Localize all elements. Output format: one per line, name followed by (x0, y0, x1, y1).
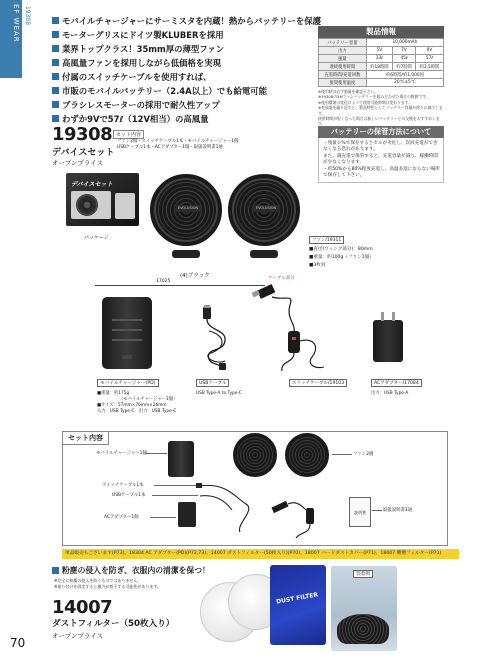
storage-line: ・約50%から80%程度充電し、高温多湿にならない場所で保存して下さい。 (323, 166, 440, 179)
leader-line (332, 454, 352, 455)
ac-adapter-desc: 出力：USB Type-A (371, 391, 409, 396)
note-line: ※使用環境の変化によって使用可能時間は変わります。 (318, 99, 413, 105)
set-contents-title: セット内容 (62, 431, 109, 445)
product-id: 19308 (52, 124, 113, 145)
spec-table (318, 38, 444, 87)
set-label: スイッチケーブル1本 (102, 483, 144, 488)
switch-cable-tag: スイッチケーブル/19103 (289, 379, 347, 387)
table-cell: 約7時間 (393, 63, 416, 71)
note-line: ※19308の3Mファンバッテリーを組み合わせた場合の数値です。 (318, 94, 430, 100)
divider (95, 285, 265, 286)
table-row (319, 55, 444, 63)
battery-desc (97, 391, 177, 415)
feature-item: わずか9Vで57ℓ（12V相当）の高風量 (52, 112, 308, 126)
attach-fan (337, 614, 389, 644)
table-cell: 約18時間 (366, 63, 392, 71)
related-products-bar: 単品販売もございます(P73)。18304 AC アダプター(PD)(P72,73)、14007 ダストフィルター(50枚入り)(P70)、18007 ハードダストカバー(P71)、18007 難燃フィルター(P71) (62, 549, 459, 559)
table-row (319, 71, 444, 79)
table-cell: 約6時間/約1,000回 (366, 71, 443, 79)
ac-adapter-image (373, 320, 403, 362)
fan-brand: EVOLUSION (252, 205, 280, 212)
desc-line: （モバイルチャージャー1個） (119, 397, 178, 402)
desc-line: ■重量：約175g (97, 391, 130, 396)
feature-item: 業界トップクラス！35mm厚の薄型ファン (52, 42, 308, 56)
feature-item: ブラシレスモーターの採用で耐久性アップ (52, 98, 308, 112)
set-adapter-image (178, 502, 196, 527)
fan-spec-label: ファン/19311 (309, 236, 344, 244)
table-cell: バッテリー容量 (319, 39, 367, 47)
storage-info (318, 126, 444, 183)
product-info (318, 26, 444, 127)
filter-product-price: オープンプライス (52, 632, 104, 640)
set-fan-image (285, 433, 329, 477)
fan-image (150, 174, 222, 246)
table-cell: 57ℓ (415, 55, 443, 63)
spec-notes (318, 89, 444, 127)
package-label: パッケージ (84, 235, 109, 241)
set-battery-image (168, 441, 194, 477)
battery-line (112, 339, 142, 341)
table-cell: 連続使用時間 (319, 63, 367, 71)
note-line: ※取り付けを固定すると風力が低下する可能性があります。 (54, 583, 162, 589)
table-cell: 9V (415, 47, 443, 55)
battery-tag: モバイルチャージャー(PD) (97, 379, 159, 387)
set-label: モバイルチャージャー1個 (96, 451, 147, 456)
usb-cable-image (197, 305, 237, 371)
package-box-text: デバイスセット (71, 181, 113, 188)
package-fan-image (76, 194, 98, 216)
fan-image (228, 174, 300, 246)
feature-item: 市販のモバイルバッテリー（2.4A以上）でも給電可能 (52, 84, 308, 98)
feature-list (52, 14, 322, 126)
feature-item: モーターグリスにドイツ製KLUBERを採用 (52, 28, 308, 42)
note-line: ※完全に粉塵の侵入を防ぐものではありません。 (54, 578, 142, 583)
battery-button (122, 355, 132, 359)
contents-text (117, 139, 313, 152)
fan-stand (172, 250, 200, 258)
battery-line (112, 319, 142, 321)
usb-cable-tag: USBケーブル (196, 379, 229, 387)
product-price: オープンプライス (52, 159, 104, 167)
leader-line (150, 517, 176, 518)
leader-line (145, 453, 167, 454)
set-fan-image (233, 433, 277, 477)
storage-title: バッテリーの保管方法について (318, 126, 444, 138)
filter-bag-image (270, 565, 326, 645)
table-cell: 出力 (319, 47, 367, 55)
page-number: 70 (10, 636, 26, 650)
contents-label: セット内容 (113, 130, 144, 139)
storage-body (318, 138, 444, 183)
set-manual-image: 説明書 (349, 497, 371, 527)
table-cell: 5V (366, 47, 392, 55)
table-cell: 推奨使用温度 (319, 79, 367, 87)
package-battery-image (115, 193, 135, 219)
fan-spec-line: ■3枚羽 (309, 263, 326, 268)
usb-cable-desc: USB Type-A to Type-C (196, 391, 242, 396)
contents-line: USBケーブル1本・ACアダプター1個・取扱説明書1通 (117, 145, 223, 151)
set-cables-image (196, 480, 346, 540)
set-label: ファン2個 (353, 452, 374, 457)
feature-item: 付属のスイッチケーブルを使用すれば、 (52, 70, 308, 84)
product-info-title: 製品情報 (318, 26, 444, 38)
fan-spec-text (309, 246, 374, 270)
table-row (319, 63, 444, 71)
table-cell: 45ℓ (393, 55, 416, 63)
contents-line: ファン2個・スイッチケーブル1本・モバイルチャージャー1個 (117, 139, 239, 144)
adapter-pin (381, 312, 384, 321)
desc-line: ■サイズ：57mm×76mm×26mm (97, 403, 167, 408)
attach-example-label: 装着例 (353, 570, 373, 578)
table-cell: 風量 (319, 55, 367, 63)
filter-product-name: ダストフィルター（50枚入り） (52, 619, 175, 629)
fan-stand (250, 250, 278, 258)
storage-line: ・残量０%で保存するとセルが劣化し、次回充電ができなくなる恐れがあります。 (323, 141, 438, 153)
desc-line: 入力：USB Type-C 出力：USB Type-C (97, 409, 177, 414)
feature-item: 高風量ファンを採用しながら低価格を実現 (52, 56, 308, 70)
battery-image (102, 297, 152, 369)
table-cell: 7V (393, 47, 416, 55)
note-line: 使用時間が短くなった場合は新しいバッテリーとの交換をおすすめします。 (318, 116, 440, 127)
set-code-label: 17025 (156, 279, 171, 284)
fan-spec-line: ■直径(ウィング部分)：80mm (309, 247, 373, 252)
note-line: ※充放電を繰り返すと、製品特性としてバッテリー容量が徐々に減少します。 (318, 105, 443, 116)
table-cell: 約3.5時間 (415, 63, 443, 71)
filter-bag-text: DUST FILTER (275, 591, 319, 606)
side-tab (0, 0, 22, 78)
attach-example-image (331, 566, 397, 651)
storage-line: また、満充電で保管すると、充電容量が減り、稼働時間が少なくなります。 (323, 153, 438, 166)
color-label: (4)ブラック (180, 273, 210, 279)
leader-line (154, 485, 198, 486)
leader-line (372, 510, 382, 511)
adapter-pin (392, 312, 395, 321)
leader-line (152, 495, 198, 496)
side-tab-code: 19308 (24, 6, 31, 26)
side-tab-text: EF WEAR (12, 4, 20, 43)
filter-product-id: 14007 (52, 597, 113, 618)
table-row (319, 39, 444, 47)
set-label: 取扱説明書1通 (383, 508, 413, 513)
table-cell: 33ℓ (366, 55, 392, 63)
battery-line (112, 329, 142, 331)
table-cell: 充電時間/充電回数 (319, 71, 367, 79)
set-label: ACアダプター1個 (104, 515, 139, 520)
switch-cable-image (250, 283, 330, 373)
table-cell: 20℃±5℃ (366, 79, 443, 87)
ac-adapter-tag: ACアダプター/17084 (371, 379, 422, 387)
set-label: USBケーブル1本 (112, 493, 146, 498)
package-photo (66, 173, 139, 226)
cable-note: ケーブル部分 (268, 276, 295, 281)
table-row (319, 79, 444, 87)
table-row (319, 47, 444, 55)
fan-spec-line: ■重量：約100g（ファン1個） (309, 255, 374, 260)
table-cell: 10,000mAh (366, 39, 443, 47)
filter-notes (54, 578, 161, 589)
feature-item: モバイルチャージャーにサーミスタを内蔵！熱からバッテリーを保護 (52, 14, 308, 28)
note-line: ※使用時は必ず風量を確認下さい。 (318, 89, 379, 94)
filter-headline: 粉塵の侵入を防ぎ、衣服内の清潔を保つ！ (52, 565, 210, 576)
product-name: デバイスセット (52, 148, 115, 158)
fan-brand: EVOLUSION (174, 205, 202, 212)
